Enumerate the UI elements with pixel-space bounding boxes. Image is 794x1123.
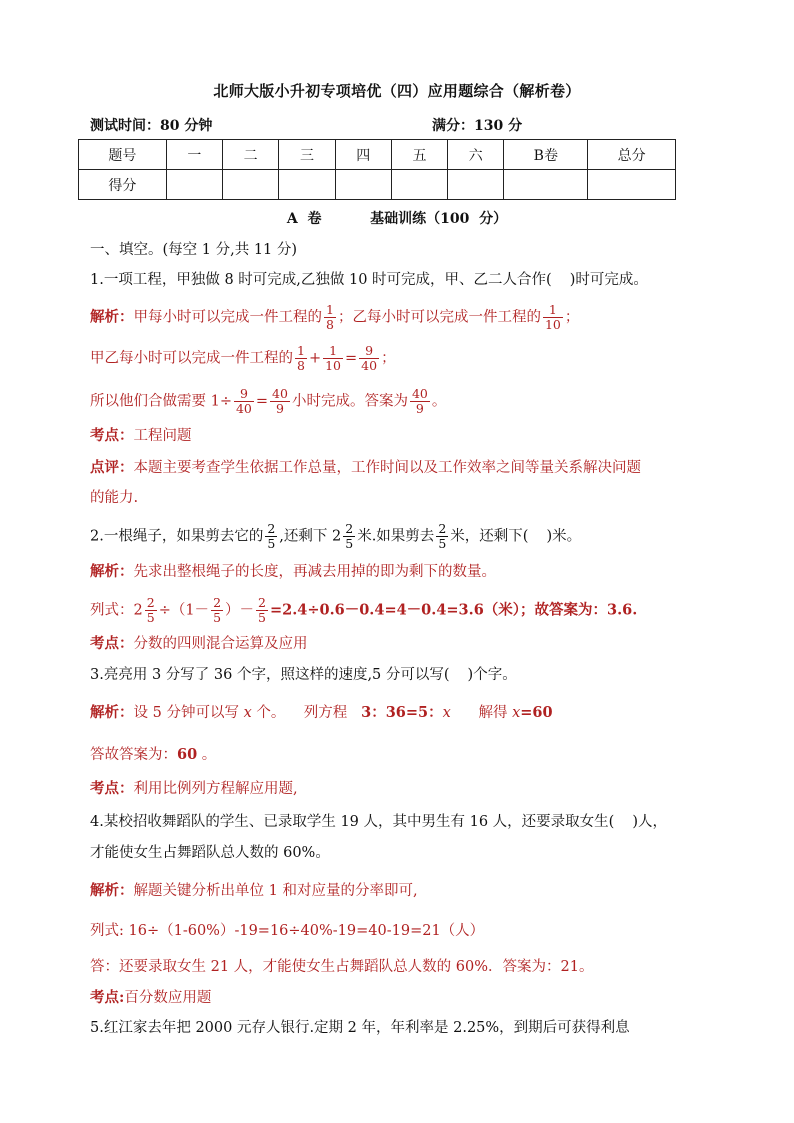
q1-analysis-1: 解析：甲每小时可以完成一件工程的 $\frac{1}{8}$ ；乙每小时可以完成一件工程的 $\frac{1}{10}$ ； bbox=[90, 302, 580, 332]
score-input-cell[interactable] bbox=[335, 170, 391, 200]
table-cell: 总分 bbox=[588, 140, 676, 170]
score-input-cell[interactable] bbox=[279, 170, 335, 200]
score-table bbox=[78, 139, 676, 200]
q3-analysis: 解析：设 5 分钟可以写 x 个。 列方程 3：36=5：x 解得 x=60 bbox=[90, 704, 553, 721]
score-input-cell[interactable] bbox=[223, 170, 279, 200]
q3-knowledge-point: 考点：利用比例列方程解应用题, bbox=[90, 780, 298, 797]
question-1: 1.一项工程，甲独做 8 时可完成,乙独做 10 时可完成，甲、乙二人合作( )时可完成。 bbox=[90, 272, 648, 288]
q2-knowledge-point: 考点：分数的四则混合运算及应用 bbox=[90, 635, 308, 652]
table-cell: B卷 bbox=[504, 140, 588, 170]
q2-analysis: 解析：先求出整根绳子的长度，再减去用掉的即为剩下的数量。 bbox=[90, 563, 496, 580]
table-cell: 一 bbox=[166, 140, 222, 170]
q4-answer: 答：还要录取女生 21 人，才能使女生占舞蹈队总人数的 60%．答案为：21。 bbox=[90, 959, 594, 975]
question-4-line-1: 4.某校招收舞蹈队的学生、已录取学生 19 人，其中男生有 16 人，还要录取女生( )人， bbox=[90, 814, 667, 830]
q3-answer: 答故答案为：60 。 bbox=[90, 746, 217, 763]
fraction: $\frac{1}{10}$ bbox=[544, 302, 561, 332]
q4-formula: 列式: 16÷（1-60%）-19=16÷40%-19=40-19=21（人） bbox=[90, 923, 485, 939]
question-3: 3.亮亮用 3 分写了 36 个字，照这样的速度,5 分可以写( )个字。 bbox=[90, 667, 517, 683]
q1-comment-1: 点评：本题主要考查学生依据工作总量，工作时间以及工作效率之间等量关系解决问题 bbox=[90, 459, 641, 476]
fraction: $\frac{1}{8}$ bbox=[326, 302, 334, 332]
section-title: A 卷 基础训练（100 分） bbox=[286, 211, 508, 227]
q4-analysis: 解析：解题关键分析出单位 1 和对应量的分率即可, bbox=[90, 882, 418, 899]
test-time: 测试时间：80 分钟 bbox=[90, 118, 213, 134]
score-table-header bbox=[79, 140, 676, 170]
question-2: 2.一根绳子，如果剪去它的 $\frac{2}{5}$ ,还剩下 2 $\frac{2}{5}$ 米.如果剪去 $\frac{2}{5}$ 米，还剩下( )米。 bbox=[90, 521, 582, 551]
table-cell: 三 bbox=[279, 140, 335, 170]
q1-comment-2: 的能力. bbox=[90, 490, 139, 506]
part1-heading: 一、填空。(每空 1 分,共 11 分) bbox=[90, 242, 298, 258]
q2-formula: 列式：2 $\frac{2}{5}$ ÷（1－ $\frac{2}{5}$ ）－ $\frac{2}{5}$ =2.4÷0.6－0.4=4－0.4=3.6（米）；故答案为：3.6. bbox=[90, 595, 638, 625]
question-4-line-2: 才能使女生占舞蹈队总人数的 60%。 bbox=[90, 845, 330, 861]
table-cell: 得分 bbox=[79, 170, 167, 200]
page-title: 北师大版小升初专项培优（四）应用题综合（解析卷） bbox=[213, 82, 581, 100]
question-5: 5.红江家去年把 2000 元存人银行.定期 2 年，年利率是 2.25%，到期后可获得利息 bbox=[90, 1020, 630, 1036]
score-table-row bbox=[79, 170, 676, 200]
score-input-cell[interactable] bbox=[391, 170, 447, 200]
score-input-cell[interactable] bbox=[504, 170, 588, 200]
full-score: 满分：130 分 bbox=[432, 118, 523, 134]
table-cell: 四 bbox=[335, 140, 391, 170]
q4-knowledge-point: 考点:百分数应用题 bbox=[90, 989, 212, 1006]
score-input-cell[interactable] bbox=[166, 170, 222, 200]
table-cell: 二 bbox=[223, 140, 279, 170]
q1-analysis-3: 所以他们合做需要 1÷ $\frac{9}{40}$ = $\frac{40}{9}$ 小时完成。答案为 $\frac{40}{9}$ 。 bbox=[90, 386, 447, 416]
score-input-cell[interactable] bbox=[448, 170, 504, 200]
q1-knowledge-point: 考点：工程问题 bbox=[90, 427, 192, 444]
score-input-cell[interactable] bbox=[588, 170, 676, 200]
table-cell: 题号 bbox=[79, 140, 167, 170]
q1-analysis-2: 甲乙每小时可以完成一件工程的 $\frac{1}{8}$ + $\frac{1}{10}$ = $\frac{9}{40}$ ； bbox=[90, 343, 396, 373]
table-cell: 五 bbox=[391, 140, 447, 170]
table-cell: 六 bbox=[448, 140, 504, 170]
